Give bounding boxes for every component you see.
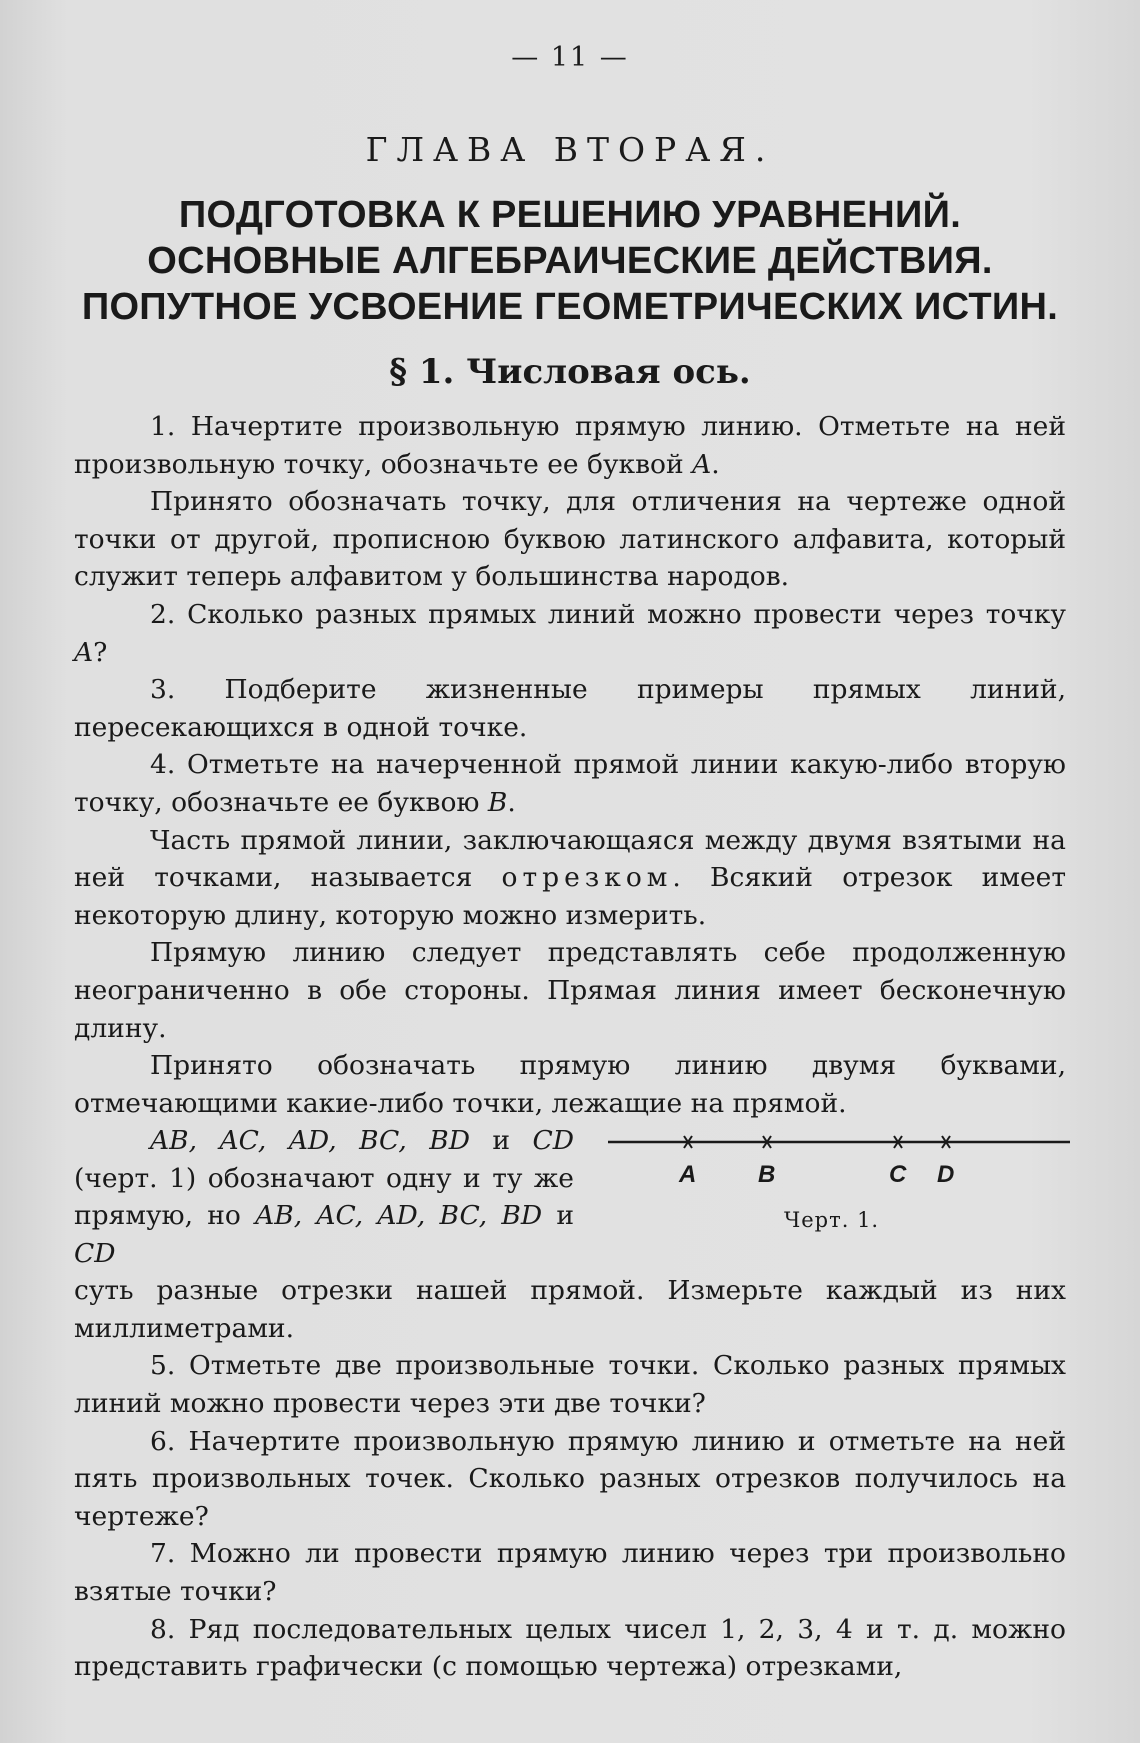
paragraph-1 xyxy=(74,408,1066,483)
figure-caption: Черт. 1. xyxy=(784,1208,880,1233)
paragraph-9-continued xyxy=(74,1272,1066,1347)
conjunction: и xyxy=(469,1125,533,1157)
paragraph-8: Принято обозначать прямую линию двумя буквами, отмечающими какие-либо точки, лежащие на прямой. xyxy=(74,1050,1066,1119)
paragraph-9-end: суть разные отрезки нашей прямой. Измерьте каждый из них миллиметрами. xyxy=(74,1275,1066,1344)
term-segment: отрезком xyxy=(501,862,673,894)
paragraph-10: 5. Отметьте две произвольные точки. Сколько разных прямых линий можно провести через эти две точки? xyxy=(74,1350,1066,1420)
paragraph-7: Прямую линию следует представлять себе продолженную неограниченно в обе стороны. Прямая линия имеет бесконечную длину. xyxy=(74,937,1066,1044)
segment-cd: CD xyxy=(532,1125,574,1157)
point-a-label: A xyxy=(692,448,712,480)
segments-list: AB, AC, AD, BC, BD xyxy=(150,1125,470,1157)
paragraph-5 xyxy=(74,746,1066,821)
label-d: D xyxy=(937,1161,955,1189)
section-heading: § 1. Числовая ось. xyxy=(389,352,751,392)
figure-side-text xyxy=(74,1122,574,1272)
paragraph-2: Принято обозначать точку, для отличения на чертеже одной точки от другой, прописною буквою латинского алфавита, который служит теперь алфавитом у большинства народов. xyxy=(74,486,1066,593)
paragraph-13: 8. Ряд последовательных целых чисел 1, 2, 3, 4 и т. д. можно представить графически (с помощью чертежа) отрезками, xyxy=(74,1613,1066,1683)
figure-block xyxy=(74,1122,1066,1272)
paragraph-12: 7. Можно ли провести прямую линию через три произвольно взятые точки? xyxy=(74,1538,1066,1608)
chapter-heading: ГЛАВА ВТОРАЯ. xyxy=(365,130,775,169)
paragraph-3-end: ? xyxy=(93,636,108,668)
segments-list: AB, AC, AD, BC, BD xyxy=(255,1200,543,1232)
paragraph-6-end: . Всякий отрезок имеет некоторую длину, которую можно измерить. xyxy=(74,862,1066,931)
segment-cd: CD xyxy=(74,1238,116,1270)
point-b-label: B xyxy=(487,786,508,818)
paragraph-1-end: . xyxy=(711,448,720,480)
paragraph-6 xyxy=(74,822,1066,935)
paragraph-5-text: 4. Отметьте на начерченной прямой линии какую-либо вторую точку, обозначьте ее буквою xyxy=(74,749,1066,818)
conjunction: и xyxy=(542,1200,574,1232)
line-drawing xyxy=(604,1122,1074,1202)
paragraph-9-text: (черт. 1) обозначают одну и ту же прямую, но xyxy=(74,1162,574,1232)
paragraph-1-text: 1. Начертите произвольную прямую линию. Отметьте на ней произвольную точку, обозначьте ее буквой xyxy=(74,411,1066,480)
paragraph-3 xyxy=(74,596,1066,671)
figure-number-line xyxy=(604,1122,1074,1272)
paragraph-4: 3. Подберите жизненные примеры прямых линий, пересекающихся в одной точке. xyxy=(74,674,1066,743)
chapter-title: ПОДГОТОВКА К РЕШЕНИЮ УРАВНЕНИЙ. ОСНОВНЫЕ АЛГЕБРАИЧЕСКИЕ ДЕЙСТВИЯ. ПОПУТНОЕ УСВОЕНИЕ ГЕОМЕТРИЧЕСКИХ ИСТИН. xyxy=(81,194,1059,328)
paragraph-6-text: Часть прямой линии, заключающаяся между двумя взятыми на ней точками, называется xyxy=(74,824,1066,894)
label-a: A xyxy=(679,1161,697,1189)
paragraph-3-text: 2. Сколько разных прямых линий можно провести через точку xyxy=(150,598,1066,630)
page-number: — 11 — xyxy=(511,42,629,73)
paragraph-5-end: . xyxy=(507,786,516,818)
label-c: C xyxy=(889,1161,907,1189)
paragraph-11: 6. Начертите произвольную прямую линию и отметьте на ней пять произвольных точек. Сколько разных отрезков получилось на чертеже? xyxy=(74,1425,1066,1532)
point-a-label: A xyxy=(74,636,94,668)
paragraph-9 xyxy=(74,1122,574,1272)
label-b: B xyxy=(758,1161,776,1189)
body-text xyxy=(74,408,1066,1686)
